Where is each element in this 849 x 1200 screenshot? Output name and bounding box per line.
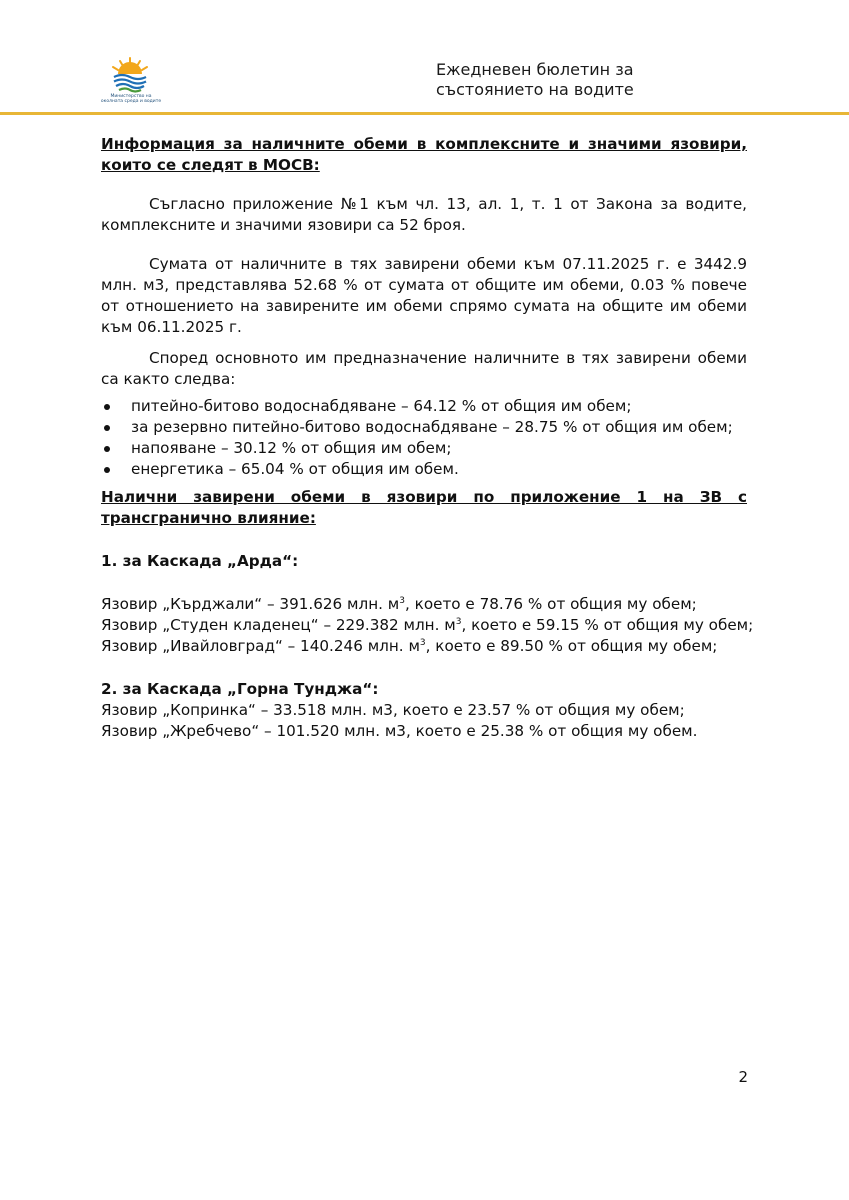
- list-item: питейно-битово водоснабдяване – 64.12 % от общия им обем;: [131, 396, 747, 417]
- bulletin-title: [436, 60, 696, 100]
- reservoir-line: Язовир „Кърджали“ – 391.626 млн. $м^3$, което е 78.76 % от общия му обем;: [101, 595, 697, 613]
- logo-caption-line1: Министерство на: [110, 94, 152, 99]
- section2-heading: Налични завирени обеми в язовири по приложение 1 на ЗВ с трансгранично влияние:: [101, 488, 747, 527]
- logo-caption: [100, 94, 162, 104]
- paragraph-purpose-intro: Според основното им предназначение наличните в тях завирени обеми са както следва:: [101, 349, 747, 388]
- list-item: енергетика – 65.04 % от общия им обем.: [131, 459, 747, 480]
- paragraph-total-volume: Сумата от наличните в тях завирени обеми към 07.11.2025 г. е 3442.9 млн. м3, представлява 52.68 % от сумата от общите им обеми, 0.03 % повече от отношението на завирените им обеми спрямо сумата на общите им обеми към 06.11.2025 г.: [101, 255, 747, 336]
- list-item: напояване – 30.12 % от общия им обем;: [131, 438, 747, 459]
- reservoir-line: Язовир „Жребчево“ – 101.520 млн. м3, което е 25.38 % от общия му обем.: [101, 722, 698, 740]
- arda-cascade-heading: 1. за Каскада „Арда“:: [101, 552, 299, 570]
- bulletin-title-line1: Ежедневен бюлетин за: [436, 60, 634, 79]
- reservoir-line: Язовир „Копринка“ – 33.518 млн. м3, което е 23.57 % от общия му обем;: [101, 701, 685, 719]
- purpose-list: [101, 396, 747, 480]
- tundzha-cascade-heading: 2. за Каскада „Горна Тунджа“:: [101, 680, 379, 698]
- bulletin-title-line2: състоянието на водите: [436, 80, 634, 99]
- page-number: 2: [738, 1068, 748, 1086]
- page-content: [101, 134, 754, 742]
- header-divider: [0, 112, 849, 115]
- section1-heading: Информация за наличните обеми в комплексните и значими язовири, които се следят в МОСВ:: [101, 135, 747, 174]
- reservoir-line: Язовир „Студен кладенец“ – 229.382 млн. $м^3$, което е 59.15 % от общия му обем;: [101, 616, 754, 634]
- logo-caption-line2: околната среда и водите: [100, 99, 162, 104]
- list-item: за резервно питейно-битово водоснабдяване – 28.75 % от общия им обем;: [131, 417, 747, 438]
- paragraph-reservoir-count: Съгласно приложение №1 към чл. 13, ал. 1, т. 1 от Закона за водите, комплексните и значими язовири са 52 броя.: [101, 195, 747, 234]
- reservoir-line: Язовир „Ивайловград“ – 140.246 млн. $м^3$, което е 89.50 % от общия му обем;: [101, 637, 718, 655]
